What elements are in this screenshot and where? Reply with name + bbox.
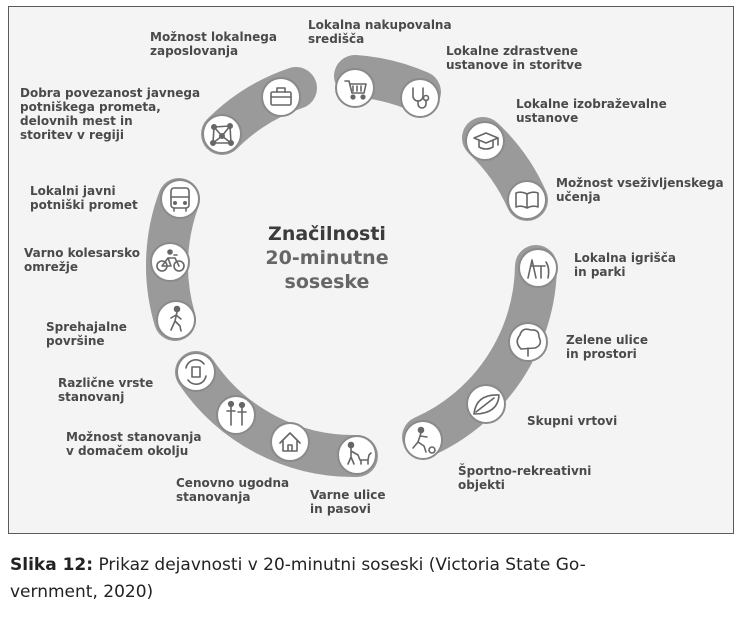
label-javni-potniski: Lokalni javni potniški promet (30, 184, 138, 212)
caption-label: Slika 12: (10, 555, 94, 575)
stethoscope-icon-circle (401, 79, 439, 117)
label-nakupovalna-sredisca: Lokalna nakupovalna središča (308, 18, 452, 46)
sport-icon-circle (404, 421, 442, 459)
label-sportno-rekreativni: Športno-rekreativni objekti (458, 464, 592, 492)
label-povezanost: Dobra povezanost javnega potniškega prometa, delovnih mest in storitev v regiji (20, 86, 201, 142)
diagram-title-line2: 20-minutne soseske (265, 247, 389, 293)
label-vrste-stanovanj: Različne vrste stanovanj (58, 376, 154, 404)
figure-caption (10, 552, 732, 606)
playground-icon-circle (519, 249, 557, 287)
label-zelene-ulice: Zelene ulice in prostori (566, 333, 648, 361)
label-izobrazevalne-ustanove: Lokalne izobraževalne ustanove (516, 97, 667, 125)
family-icon-circle (217, 396, 255, 434)
label-vsezivljenjsko-ucenje: Možnost vseživljenskega učenja (556, 176, 724, 204)
diagram-title-line1: Značilnosti (268, 223, 386, 245)
label-domacem-okolju: Možnost stanovanja v domačem okolju (66, 430, 202, 458)
label-igrisca-parki: Lokalna igrišča in parki (574, 251, 676, 279)
label-varne-ulice: Varne ulice in pasovi (310, 488, 386, 516)
label-kolesarsko-omrezje: Varno kolesarsko omrežje (24, 246, 140, 274)
label-sprehajalne-povrsine: Sprehajalne površine (46, 320, 127, 348)
label-skupni-vrtovi: Skupni vrtovi (527, 414, 618, 428)
label-zdravstvene-ustanove: Lokalne zdrastvene ustanove in storitve (446, 44, 583, 72)
diagram-title (232, 222, 422, 294)
label-lokalnega-zaposlovanja: Možnost lokalnega zaposlovanja (150, 30, 277, 58)
cart-icon-circle (336, 69, 374, 107)
caption-text: Prikaz dejavnosti v 20-minutni soseski (Victoria State Go- vernment, 2020) (10, 555, 586, 602)
house-icon-circle (271, 423, 309, 461)
label-cenovno-ugodna: Cenovno ugodna stanovanja (176, 476, 290, 504)
